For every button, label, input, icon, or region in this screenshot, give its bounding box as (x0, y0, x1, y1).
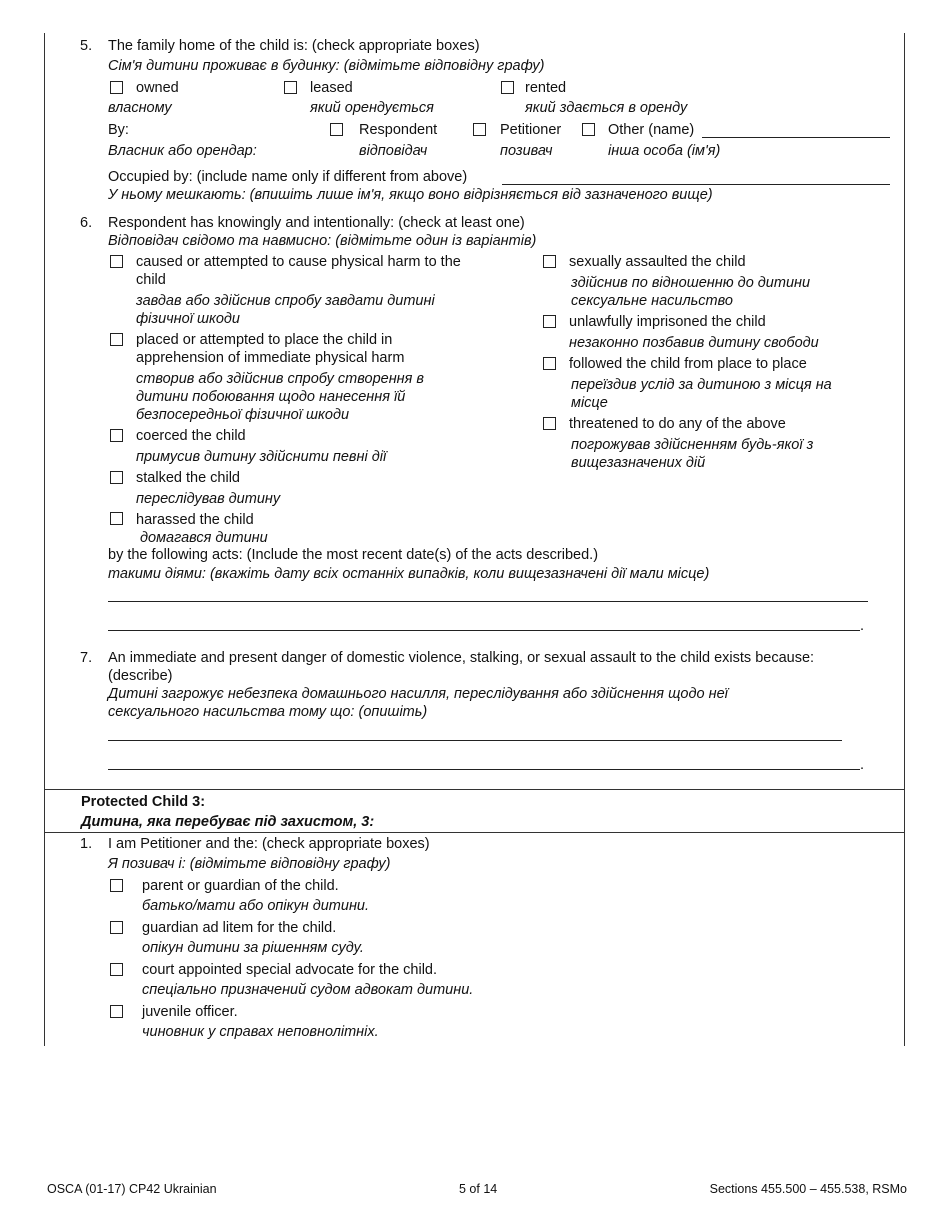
q7-text-uk: Дитині загрожує небезпека домашнього насилля, переслідування або здійснення щодо неї (108, 686, 728, 702)
leased-checkbox[interactable] (284, 81, 297, 94)
rented-label: rented (525, 80, 567, 96)
physical-harm-uk: завдав або здійснив спробу завдати дитині (136, 293, 435, 309)
acts-label-uk: такими діями: (вкажіть дату всіх останніх випадків, коли вищезазначені дії мали місце) (108, 566, 710, 582)
followed-checkbox[interactable] (543, 357, 556, 370)
followed-uk-2: місце (571, 395, 608, 411)
q7-text-2: (describe) (108, 668, 173, 684)
threatened-uk-2: вищезазначених дій (571, 455, 706, 471)
q1-title-uk: Я позивач і: (відмітьте відповідну графу) (108, 856, 391, 872)
harassed-label: harassed the child (136, 512, 254, 528)
coerced-label: coerced the child (136, 428, 246, 444)
sexual-assault-uk-2: сексуальне насильство (571, 293, 733, 309)
imprisoned-checkbox[interactable] (543, 315, 556, 328)
guardian-label: guardian ad litem for the child. (142, 920, 337, 936)
threatened-uk: погрожував здійсненням будь-якої з (571, 437, 814, 453)
q6-title: Respondent has knowingly and intentionally: (check at least one) (108, 215, 525, 231)
q7-text-uk-2: сексуального насильства тому що: (опишіть) (108, 704, 428, 720)
harassed-uk: домагався дитини (140, 530, 268, 546)
q5-title: The family home of the child is: (check appropriate boxes) (108, 38, 480, 54)
q1-title: I am Petitioner and the: (check appropriate boxes) (108, 836, 430, 852)
leased-label: leased (310, 80, 353, 96)
guardian-label-uk: опікун дитини за рішенням суду. (142, 940, 364, 956)
juvenile-label: juvenile officer. (142, 1004, 238, 1020)
juvenile-label-uk: чиновник у справах неповнолітніх. (142, 1024, 379, 1040)
rented-checkbox[interactable] (501, 81, 514, 94)
guardian-checkbox[interactable] (110, 921, 123, 934)
q6-number: 6. (80, 215, 93, 231)
by-label: By: (108, 122, 129, 138)
advocate-label: court appointed special advocate for the child. (142, 962, 438, 978)
acts-label: by the following acts: (Include the most recent date(s) of the acts described.) (108, 547, 599, 563)
owned-checkbox[interactable] (110, 81, 123, 94)
acts-line-1[interactable] (108, 601, 868, 602)
acts-line-period: . (860, 618, 865, 634)
stalked-checkbox[interactable] (110, 471, 123, 484)
petitioner-label-uk: позивач (500, 143, 553, 159)
sexual-assault-uk: здійснив по відношенню до дитини (571, 275, 811, 291)
other-label-uk: інша особа (ім'я) (608, 143, 721, 159)
occupied-line[interactable] (502, 184, 890, 185)
section-divider-top (44, 789, 905, 790)
stalked-uk: переслідував дитину (136, 491, 281, 507)
describe-line-2[interactable] (108, 769, 860, 770)
apprehension-label-2: apprehension of immediate physical harm (136, 350, 405, 366)
q1-number: 1. (80, 836, 93, 852)
other-checkbox[interactable] (582, 123, 595, 136)
acts-line-2[interactable] (108, 630, 860, 631)
section-divider-bottom (44, 832, 905, 833)
sexual-assault-label: sexually assaulted the child (569, 254, 746, 270)
q5-number: 5. (80, 38, 93, 54)
harassed-checkbox[interactable] (110, 512, 123, 525)
parent-checkbox[interactable] (110, 879, 123, 892)
apprehension-uk-2: дитини побоювання щодо нанесення їй (136, 389, 406, 405)
footer-form-id: OSCA (01-17) CP42 Ukrainian (47, 1182, 217, 1196)
threatened-label: threatened to do any of the above (569, 416, 786, 432)
imprisoned-uk: незаконно позбавив дитину свободи (569, 335, 819, 351)
stalked-label: stalked the child (136, 470, 240, 486)
q7-text: An immediate and present danger of domestic violence, stalking, or sexual assault to the child exists because: (108, 650, 815, 666)
advocate-label-uk: спеціально призначений судом адвокат дитини. (142, 982, 474, 998)
occupied-label: Occupied by: (include name only if different from above) (108, 169, 468, 185)
physical-harm-checkbox[interactable] (110, 255, 123, 268)
coerced-uk: примусив дитину здійснити певні дії (136, 449, 387, 465)
other-label: Other (name) (608, 122, 695, 138)
physical-harm-label-2: child (136, 272, 166, 288)
followed-label: followed the child from place to place (569, 356, 807, 372)
respondent-checkbox[interactable] (330, 123, 343, 136)
footer-page-number: 5 of 14 (459, 1182, 498, 1196)
petitioner-label: Petitioner (500, 122, 562, 138)
section-title-uk: Дитина, яка перебуває під захистом, 3: (81, 814, 375, 830)
footer-statute: Sections 455.500 – 455.538, RSMo (709, 1182, 907, 1196)
by-label-uk: Власник або орендар: (108, 143, 257, 159)
advocate-checkbox[interactable] (110, 963, 123, 976)
describe-line-1[interactable] (108, 740, 842, 741)
rented-label-uk: який здається в оренду (525, 100, 688, 116)
owned-label: owned (136, 80, 179, 96)
leased-label-uk: який орендується (310, 100, 434, 116)
threatened-checkbox[interactable] (543, 417, 556, 430)
apprehension-label: placed or attempted to place the child in (136, 332, 393, 348)
other-name-line[interactable] (702, 137, 890, 138)
petitioner-checkbox[interactable] (473, 123, 486, 136)
imprisoned-label: unlawfully imprisoned the child (569, 314, 766, 330)
left-border (44, 33, 45, 1046)
parent-label-uk: батько/мати або опікун дитини. (142, 898, 370, 914)
occupied-label-uk: У ньому мешкають: (впишіть лише ім'я, якщо воно відрізняється від зазначеного вище) (108, 187, 713, 203)
q7-number: 7. (80, 650, 93, 666)
followed-uk: переїздив услід за дитиною з місця на (571, 377, 832, 393)
apprehension-uk-3: безпосередньої фізичної шкоди (136, 407, 350, 423)
section-title: Protected Child 3: (81, 794, 206, 810)
apprehension-uk: створив або здійснив спробу створення в (136, 371, 424, 387)
q6-title-uk: Відповідач свідомо та навмисно: (відмітьте один із варіантів) (108, 233, 537, 249)
describe-line-period: . (860, 757, 865, 773)
right-border (904, 33, 905, 1046)
parent-label: parent or guardian of the child. (142, 878, 339, 894)
physical-harm-uk-2: фізичної шкоди (136, 311, 240, 327)
q5-title-uk: Сім'я дитини проживає в будинку: (відмітьте відповідну графу) (108, 58, 545, 74)
physical-harm-label: caused or attempted to cause physical harm to the (136, 254, 461, 270)
sexual-assault-checkbox[interactable] (543, 255, 556, 268)
respondent-label-uk: відповідач (359, 143, 428, 159)
respondent-label: Respondent (359, 122, 438, 138)
coerced-checkbox[interactable] (110, 429, 123, 442)
apprehension-checkbox[interactable] (110, 333, 123, 346)
juvenile-checkbox[interactable] (110, 1005, 123, 1018)
owned-label-uk: власному (108, 100, 172, 116)
